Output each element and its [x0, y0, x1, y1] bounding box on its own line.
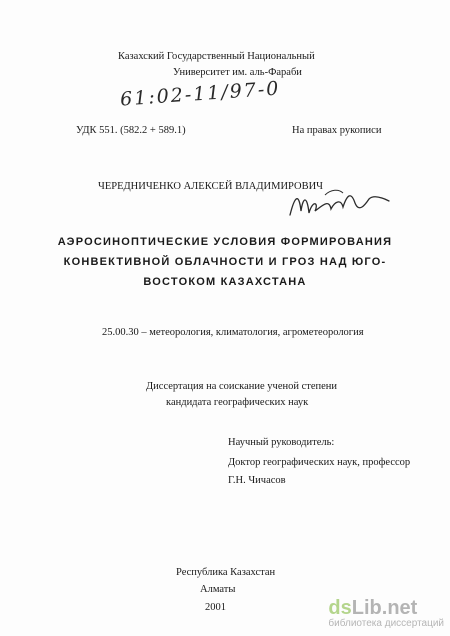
- dissertation-line-2: кандидата географических наук: [166, 397, 309, 408]
- signature-icon: [285, 185, 395, 225]
- dslib-watermark: [328, 598, 444, 630]
- specialty-code: 25.00.30 – метеорология, климатология, агрометеорология: [102, 327, 364, 338]
- supervisor-label: Научный руководитель:: [228, 437, 335, 448]
- supervisor-name: Г.Н. Чичасов: [228, 475, 286, 486]
- watermark-caption: библиотека диссертаций: [328, 618, 444, 629]
- supervisor-degree: Доктор географических наук, профессор: [228, 457, 411, 468]
- footer-year: 2001: [205, 602, 226, 613]
- footer-country: Республика Казахстан: [176, 567, 276, 578]
- title-line-2: КОНВЕКТИВНОЙ ОБЛАЧНОСТИ И ГРОЗ НАД ЮГО-: [63, 256, 387, 268]
- handwritten-registration-code: 61:02-11/97-0: [119, 77, 282, 111]
- institution-line-1: Казахский Государственный Национальный: [118, 51, 315, 62]
- watermark-logo: dsLib.net: [328, 597, 418, 619]
- footer-city: Алматы: [200, 584, 236, 595]
- udk-code: УДК 551. (582.2 + 589.1): [76, 125, 186, 136]
- dissertation-title: [40, 232, 410, 292]
- title-line-1: АЭРОСИНОПТИЧЕСКИЕ УСЛОВИЯ ФОРМИРОВАНИЯ: [57, 236, 393, 248]
- title-line-3: ВОСТОКОМ КАЗАХСТАНА: [143, 276, 307, 288]
- rights-note: На правах рукописи: [292, 125, 382, 136]
- dissertation-line-1: Диссертация на соискание ученой степени: [146, 381, 338, 392]
- author-name: ЧЕРЕДНИЧЕНКО АЛЕКСЕЙ ВЛАДИМИРОВИЧ: [98, 181, 324, 192]
- institution-line-2: Университет им. аль-Фараби: [173, 67, 302, 78]
